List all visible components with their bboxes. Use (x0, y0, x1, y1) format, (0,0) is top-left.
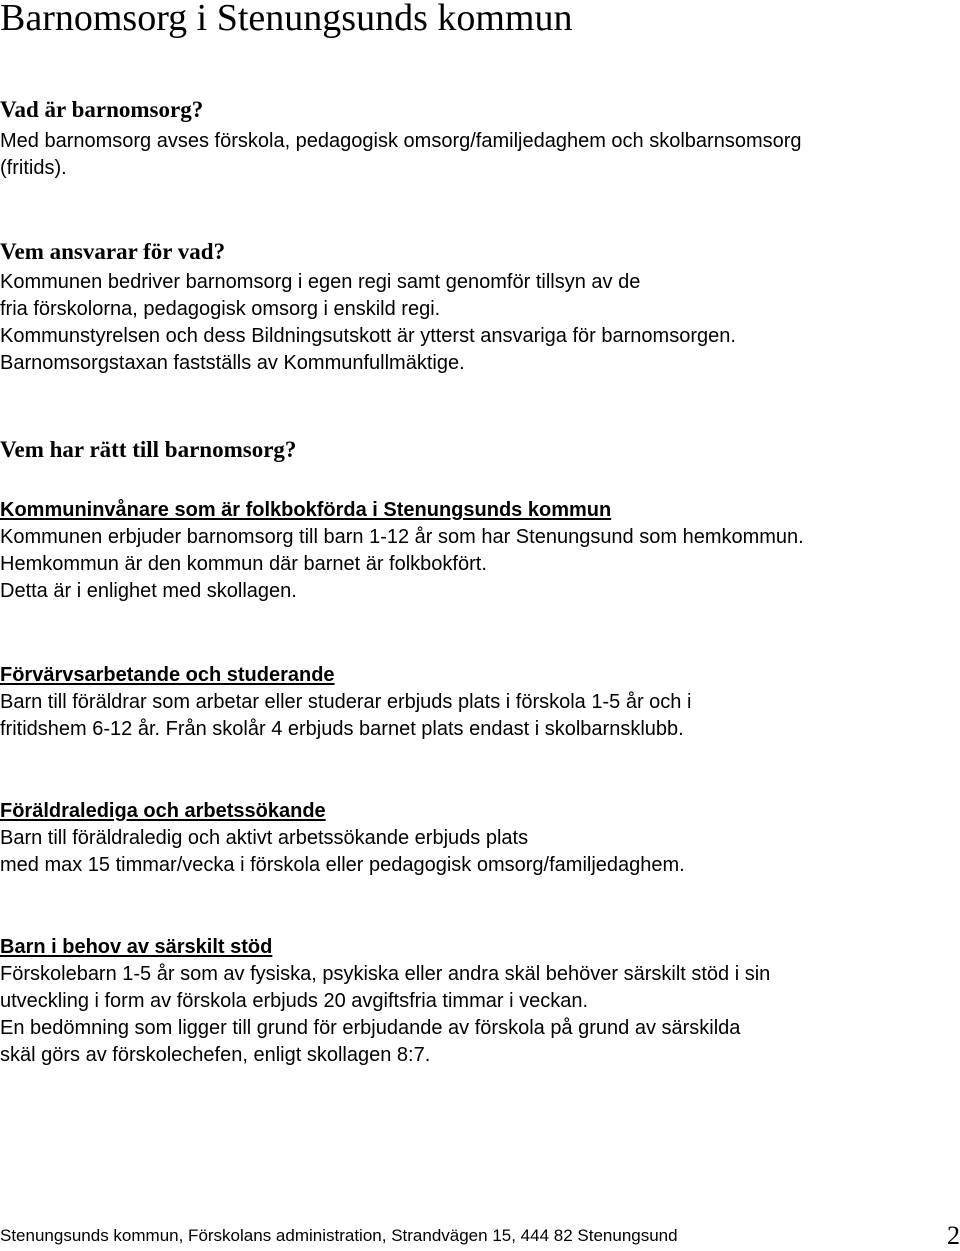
paragraph-line: fria förskolorna, pedagogisk omsorg i enskild regi. (0, 298, 441, 320)
paragraph-line: Kommunen bedriver barnomsorg i egen regi samt genomför tillsyn av de (0, 271, 641, 293)
subsection-heading-parental-leave: Föräldralediga och arbetssökande (0, 800, 326, 822)
paragraph-line: Kommunen erbjuder barnomsorg till barn 1-12 år som har Stenungsund som hemkommun. (0, 526, 804, 548)
paragraph-line: Kommunstyrelsen och dess Bildningsutskott är ytterst ansvariga för barnomsorgen. (0, 325, 736, 347)
paragraph-line: En bedömning som ligger till grund för erbjudande av förskola på grund av särskilda (0, 1017, 741, 1039)
section-special-support (0, 934, 960, 1069)
paragraph-line: Barnomsorgstaxan fastställs av Kommunfullmäktige. (0, 352, 465, 374)
paragraph-line: fritidshem 6-12 år. Från skolår 4 erbjuds barnet plats endast i skolbarnsklubb. (0, 718, 684, 740)
paragraph-line: Barn till föräldraledig och aktivt arbetssökande erbjuds plats (0, 827, 529, 849)
paragraph-line: Hemkommun är den kommun där barnet är folkbokfört. (0, 553, 487, 575)
section-heading-who: Vem har rätt till barnomsorg? (0, 437, 297, 462)
section-body-what (0, 128, 960, 182)
paragraph-line: (fritids). (0, 157, 67, 179)
paragraph-line: Med barnomsorg avses förskola, pedagogisk omsorg/familjedaghem och skolbarnsomsorg (0, 130, 802, 152)
paragraph-line: Förskolebarn 1-5 år som av fysiska, psykiska eller andra skäl behöver särskilt stöd i sin (0, 963, 771, 985)
subsection-heading-special-support: Barn i behov av särskilt stöd (0, 936, 273, 958)
paragraph-line: med max 15 timmar/vecka i förskola eller pedagogisk omsorg/familjedaghem. (0, 854, 685, 876)
section-heading-responsibility: Vem ansvarar för vad? (0, 239, 226, 264)
page-title: Barnomsorg i Stenungsunds kommun (0, 0, 573, 39)
paragraph-line: Detta är i enlighet med skollagen. (0, 580, 297, 602)
paragraph-line: utveckling i form av förskola erbjuds 20 avgiftsfria timmar i veckan. (0, 990, 588, 1012)
section-working (0, 662, 960, 743)
section-body-responsibility (0, 269, 960, 377)
page-number: 2 (947, 1221, 960, 1250)
section-heading-what: Vad är barnomsorg? (0, 97, 204, 122)
footer-address: Stenungsunds kommun, Förskolans administration, Strandvägen 15, 444 82 Stenungsund (0, 1226, 678, 1245)
section-parental-leave (0, 798, 960, 879)
section-residents (0, 497, 960, 605)
paragraph-line: skäl görs av förskolechefen, enligt skollagen 8:7. (0, 1044, 431, 1066)
paragraph-line: Barn till föräldrar som arbetar eller studerar erbjuds plats i förskola 1-5 år och i (0, 691, 692, 713)
subsection-heading-working: Förvärvsarbetande och studerande (0, 664, 335, 686)
subsection-heading-residents: Kommuninvånare som är folkbokförda i Stenungsunds kommun (0, 499, 612, 521)
